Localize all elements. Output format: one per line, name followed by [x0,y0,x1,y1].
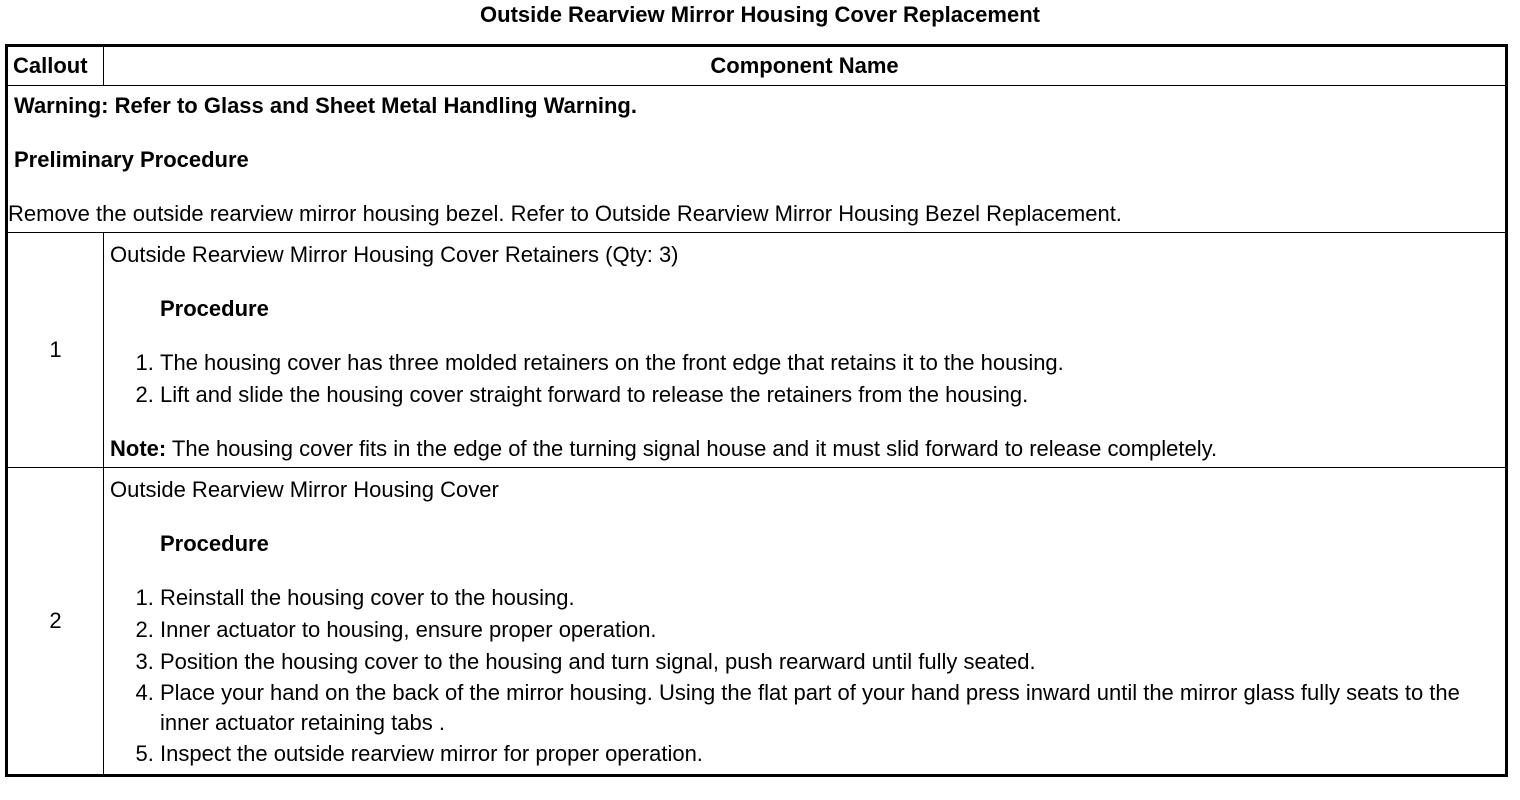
procedure-step: 4. Place your hand on the back of the mirror housing. Using the flat part of your hand press inward until the mirror glass fully seats to the inner actuator retaining tabs . [160,678,1499,738]
component-cell [104,468,1507,776]
preliminary-cell [7,86,1507,233]
note [110,433,1499,465]
procedure-step: 2. Inner actuator to housing, ensure proper operation. [160,614,1499,646]
table-row [7,468,1507,776]
procedure-steps [110,582,1499,770]
component-cell [104,233,1507,468]
preliminary-row [7,86,1507,233]
note-text: The housing cover fits in the edge of the turning signal house and it must slid forward to release completely. [166,436,1218,461]
procedure-heading: Procedure [160,531,269,556]
procedure-steps [110,347,1499,411]
procedure-step: 1. The housing cover has three molded retainers on the front edge that retains it to the housing. [160,347,1499,379]
procedure-step: 5. Inspect the outside rearview mirror for proper operation. [160,738,1499,770]
callout-cell: 1 [7,233,104,468]
table-row [7,233,1507,468]
procedure-step: 1. Reinstall the housing cover to the housing. [160,582,1499,614]
table-header-row [7,46,1507,86]
component-table [5,44,1508,777]
preliminary-heading: Preliminary Procedure [14,147,249,172]
header-component-name: Component Name [104,46,1507,86]
callout-cell: 2 [7,468,104,776]
page-title: Outside Rearview Mirror Housing Cover Replacement [480,2,1040,27]
component-name: Outside Rearview Mirror Housing Cover [110,477,499,502]
warning-text: Warning: Refer to Glass and Sheet Metal Handling Warning. [14,93,637,118]
note-label: Note: [110,436,167,461]
component-name: Outside Rearview Mirror Housing Cover Retainers (Qty: 3) [110,242,679,267]
procedure-heading: Procedure [160,296,269,321]
procedure-step: 3. Position the housing cover to the housing and turn signal, push rearward until fully seated. [160,646,1499,678]
preliminary-text: Remove the outside rearview mirror housing bezel. Refer to Outside Rearview Mirror Housing Bezel Replacement. [8,201,1122,226]
header-callout: Callout [7,46,104,86]
procedure-step: 2. Lift and slide the housing cover straight forward to release the retainers from the housing. [160,379,1499,411]
